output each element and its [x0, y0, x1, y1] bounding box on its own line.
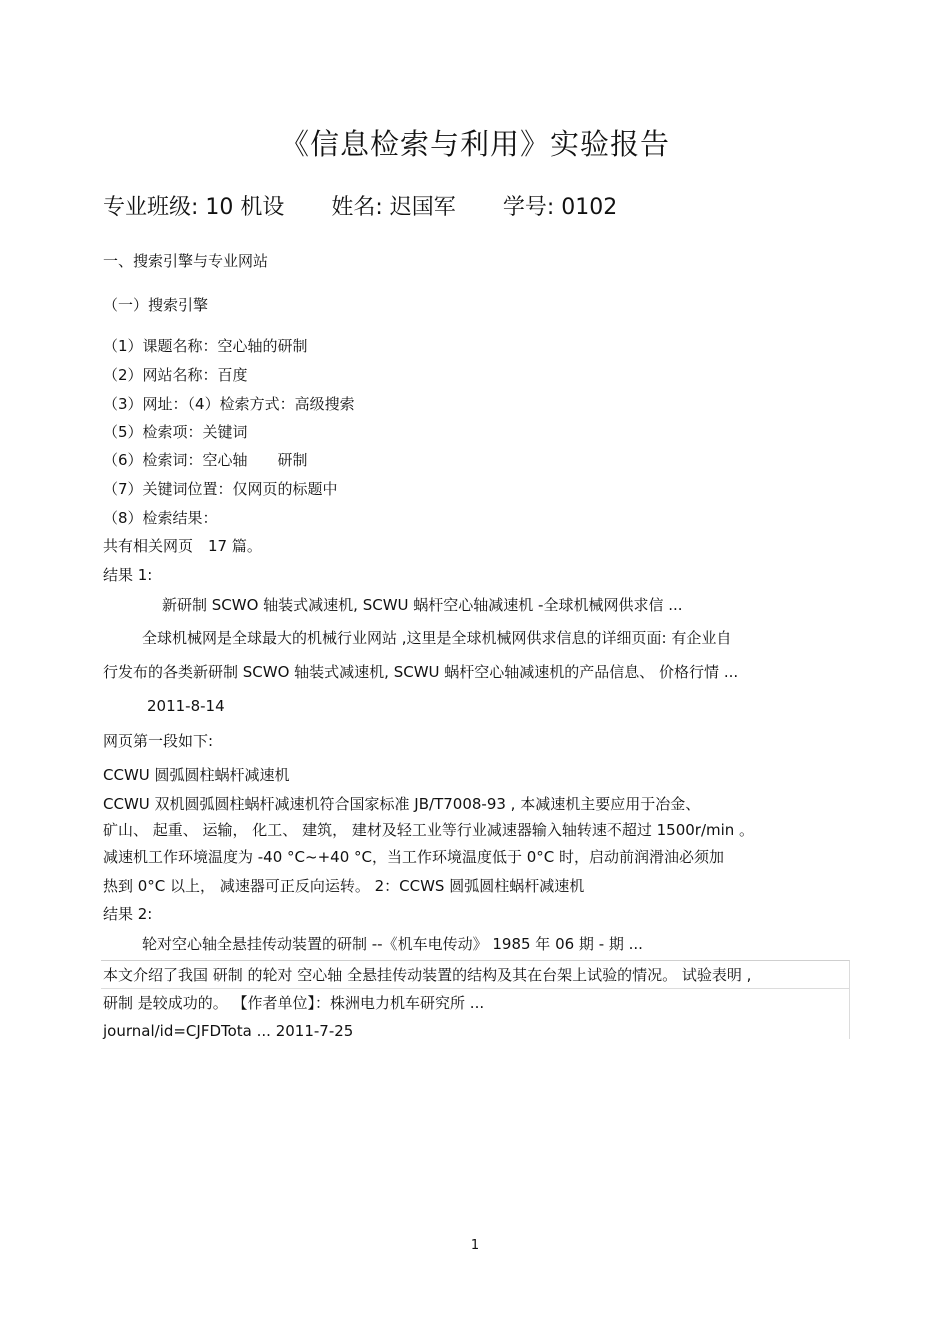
list-item: （3）网址：（4）检索方式：高级搜索: [103, 395, 355, 413]
list-item: （5）检索项：关键词: [103, 423, 248, 441]
paragraph-line: CCWU 双机圆弧圆柱蜗杆减速机符合国家标准 JB/T7008-93 , 本减速机主要应用于冶金、: [103, 795, 701, 813]
paragraph-heading: CCWU 圆弧圆柱蜗杆减速机: [103, 766, 290, 784]
list-item: （6）检索词：空心轴 研制: [103, 451, 308, 469]
page-number: 1: [470, 1238, 480, 1253]
result-title: 轮对空心轴全悬挂传动装置的研制 --《机车电传动》 1985 年 06 期 - 期 ...: [142, 935, 643, 953]
paragraph-line: 减速机工作环境温度为 -40 °C~+40 °C，当工作环境温度低于 0°C 时，启动前润滑油必须加: [103, 848, 725, 866]
list-item: （8）检索结果：: [103, 509, 218, 527]
result-label: 结果 2:: [103, 905, 153, 923]
section-heading: 一、搜索引擎与专业网站: [103, 252, 269, 270]
list-item: （7）关键词位置：仅网页的标题中: [103, 480, 338, 498]
result-desc: 研制 是较成功的。 【作者单位】：株洲电力机车研究所 ...: [103, 994, 485, 1012]
divider: [101, 988, 849, 989]
subsection-heading: （一）搜索引擎: [103, 296, 209, 314]
result-desc: 全球机械网是全球最大的机械行业网站 ,这里是全球机械网供求信息的详细页面: 有企业自: [142, 629, 732, 647]
result-count: 共有相关网页 17 篇。: [103, 537, 262, 555]
result-url: journal/id=CJFDTota ... 2011-7-25: [103, 1022, 354, 1040]
paragraph-line: 矿山、 起重、 运输， 化工、 建筑， 建材及轻工业等行业减速器输入轴转速不超过 1500r/min 。: [103, 821, 755, 839]
page-title: 《信息检索与利用》实验报告: [279, 127, 670, 161]
list-item: （2）网站名称：百度: [103, 366, 248, 384]
result-label: 结果 1:: [103, 566, 153, 584]
result-date: 2011-8-14: [147, 697, 225, 715]
result-title: 新研制 SCWO 轴装式减速机, SCWU 蜗杆空心轴减速机 -全球机械网供求信 ...: [162, 596, 683, 614]
list-item: （1）课题名称：空心轴的研制: [103, 337, 308, 355]
id-info: 学号: 0102: [502, 195, 618, 220]
paragraph-line: 热到 0°C 以上， 减速器可正反向运转。 2：CCWS 圆弧圆柱蜗杆减速机: [103, 877, 585, 895]
student-info: [103, 190, 657, 221]
class-info: 专业班级: 10 机设: [103, 195, 285, 220]
result-desc: 本文介绍了我国 研制 的轮对 空心轴 全悬挂传动装置的结构及其在台架上试验的情况。 试验表明 ,: [103, 966, 752, 984]
result-desc: 行发布的各类新研制 SCWO 轴装式减速机, SCWU 蜗杆空心轴减速机的产品信息、 价格行情 ...: [103, 663, 739, 681]
paragraph-label: 网页第一段如下:: [103, 732, 214, 750]
name-info: 姓名: 迟国军: [331, 195, 456, 220]
